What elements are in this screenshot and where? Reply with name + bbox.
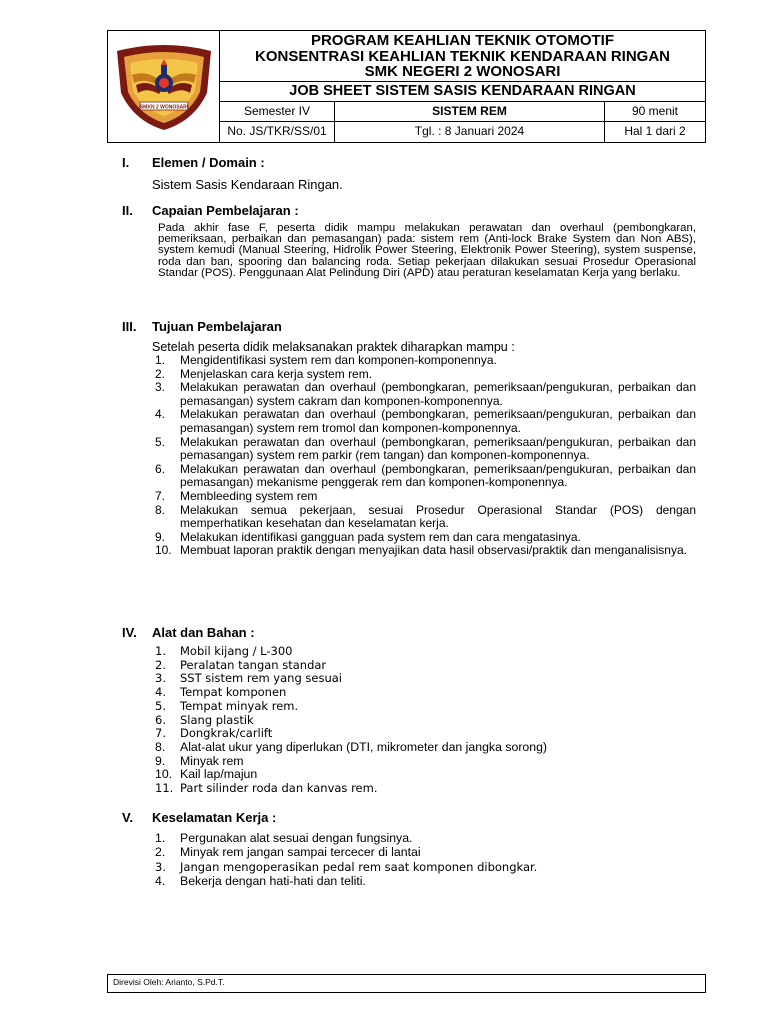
list-item-text: Tempat komponen [180,685,287,700]
list-item-text: Mengidentifikasi system rem dan komponen-komponennya. [180,353,497,367]
list-item-text: Kail lap/majun [180,767,258,782]
list-item: 6. Slang plastik [155,712,254,727]
list-item-text: Menjelaskan cara kerja system rem. [180,366,373,381]
job-sheet-title: JOB SHEET SISTEM SASIS KENDARAAN RINGAN [220,81,705,102]
list-item-text: Minyak rem [180,753,244,768]
list-item-text: Melakukan identifikasi gangguan pada system rem dan cara mengatasinya. [180,529,581,544]
duration-cell: 90 menit [631,104,679,118]
header-row-docno [220,122,705,142]
list-item: 7. Dongkrak/carlift [155,726,273,741]
list-item-text: Pergunakan alat sesuai dengan fungsinya. [180,831,413,845]
list-item: 1. Mengidentifikasi system rem dan komponen-komponennya. [155,353,497,367]
page-number-cell: Hal 1 dari 2 [624,124,686,138]
section-number: III. [122,319,137,334]
header-title [220,31,705,81]
objectives-list [155,354,696,558]
list-item-text: Minyak rem jangan sampai tercecer di lantai [180,845,421,860]
list-item: 11. Part silinder roda dan kanvas rem. [155,781,378,796]
list-item-text: Melakukan perawatan dan overhaul (pembongkaran, pemeriksaan/pengukuran, perbaikan dan pemasangan) system cakram dan komponen-komponennya. [180,380,696,408]
doc-number-cell: No. JS/TKR/SS/01 [220,122,335,142]
section-title: Alat dan Bahan : [152,625,255,640]
list-item: 8. Melakukan semua pekerjaan, sesuai Prosedur Operasional Standar (POS) dengan memperhatikan kesehatan dan keselamatan kerja. [155,502,696,531]
header-row-semester [220,102,705,122]
list-item: 10. Kail lap/majun [155,767,258,782]
tools-materials-list [155,645,696,796]
school-logo-icon [114,43,214,131]
list-item: 4. Bekerja dengan hati-hati dan teliti. [155,873,366,888]
list-item: 3. Melakukan perawatan dan overhaul (pembongkaran, pemeriksaan/pengukuran, perbaikan dan pemasangan) system cakram dan komponen-komponennya. [155,380,696,408]
learning-outcome-paragraph: Pada akhir fase F, peserta didik mampu melakukan perawatan dan overhaul (pembongkaran, pemeriksaan, perbaikan dan pemasangan) pada: sistem rem (Anti-lock Brake System dan Non ABS), system kemudi (Manual Steering, Hidrolik Power Steering, Elektronik Power Steering), system suspense, roda dan ban, spooring dan balancing roda. Setiap pekerjaan dilakukan sesuai Prosedur Operasional Standar (POS). Penggunaan Alat Pelindung Diri (APD) atau peraturan keselamatan Kerja yang berlaku. [158,222,696,279]
list-item: 8. Alat-alat ukur yang diperlukan (DTI, mikrometer dan jangka sorong) [155,739,548,754]
list-item-text: Slang plastik [180,712,254,727]
objectives-intro: Setelah peserta didik melaksanakan praktek diharapkan mampu : [152,340,515,354]
list-item-text: Melakukan semua pekerjaan, sesuai Prosedur Operasional Standar (POS) dengan memperhatikan kesehatan dan keselamatan kerja. [180,502,696,531]
list-item: 7. Membleeding system rem [155,488,318,503]
list-item-text: Melakukan perawatan dan overhaul (pembongkaran, pemeriksaan/pengukuran, perbaikan dan pemasangan) mekanisme penggerak rem dan komponen-komponennya. [180,461,696,490]
section-title: Capaian Pembelajaran : [152,203,299,218]
document-header [107,30,706,143]
list-item: 1. Mobil kijang / L-300 [155,644,293,658]
section-number: V. [122,810,134,825]
list-item: 1. Pergunakan alat sesuai dengan fungsinya. [155,831,413,845]
work-safety-list [155,831,696,888]
list-item: 3. SST sistem rem yang sesuai [155,671,342,686]
list-item: 2. Menjelaskan cara kerja system rem. [155,366,373,381]
list-item-text: Part silinder roda dan kanvas rem. [180,781,378,796]
logo-text: SMKN 2 WONOSARI [139,104,189,111]
list-item-text: Membuat laporan praktik dengan menyajikan data hasil observasi/praktik dan menganalisisnya. [180,543,687,558]
list-item-text: Peralatan tangan standar [180,657,327,672]
list-item: 2. Minyak rem jangan sampai tercecer di lantai [155,845,421,860]
section-title: Keselamatan Kerja : [152,810,277,825]
list-item: 6. Melakukan perawatan dan overhaul (pembongkaran, pemeriksaan/pengukuran, perbaikan dan pemasangan) mekanisme penggerak rem dan komponen-komponennya. [155,461,696,490]
list-item-text: Jangan mengoperasikan pedal rem saat komponen dibongkar. [180,859,538,874]
list-item-text: Melakukan perawatan dan overhaul (pembongkaran, pemeriksaan/pengukuran, perbaikan dan pemasangan) system rem tromol dan komponen-komponennya. [180,407,696,435]
list-item-text: Mobil kijang / L-300 [180,644,293,658]
list-item-text: Membleeding system rem [180,488,318,503]
list-item-text: Alat-alat ukur yang diperlukan (DTI, mikrometer dan jangka sorong) [180,739,548,754]
list-item: 10. Membuat laporan praktik dengan menyajikan data hasil observasi/praktik dan menganalisisnya. [155,543,687,558]
list-item: 9. Minyak rem [155,753,244,768]
list-item: 4. Tempat komponen [155,685,287,700]
section-title: Tujuan Pembelajaran [152,319,282,334]
list-item: 3. Jangan mengoperasikan pedal rem saat komponen dibongkar. [155,859,538,874]
date-cell: Tgl. : 8 Januari 2024 [335,122,605,142]
revised-by-text: Direvisi Oleh: Arianto, S.Pd.T. [113,977,225,987]
list-item-text: Tempat minyak rem. [180,698,299,713]
list-item-text: Bekerja dengan hati-hati dan teliti. [180,873,366,888]
subject-cell: SISTEM REM [335,102,605,121]
list-item: 5. Melakukan perawatan dan overhaul (pembongkaran, pemeriksaan/pengukuran, perbaikan dan pemasangan) system rem parkir (rem tangan) dan komponen-komponennya. [155,434,696,463]
section-number: I. [122,155,130,170]
program-title: PROGRAM KEAHLIAN TEKNIK OTOMOTIF [310,32,615,49]
school-logo-cell [108,31,220,142]
school-name: SMK NEGERI 2 WONOSARI [364,63,561,80]
list-item-text: Dongkrak/carlift [180,726,273,741]
section-title: Elemen / Domain : [152,155,265,170]
list-item: 2. Peralatan tangan standar [155,657,327,672]
revision-footer [107,974,706,993]
section-number: II. [122,203,133,218]
list-item: 9. Melakukan identifikasi gangguan pada system rem dan cara mengatasinya. [155,529,581,544]
list-item-text: Melakukan perawatan dan overhaul (pembongkaran, pemeriksaan/pengukuran, perbaikan dan pemasangan) system rem parkir (rem tangan) dan komponen-komponennya. [180,434,696,463]
semester-cell: Semester IV [220,102,335,121]
domain-text: Sistem Sasis Kendaraan Ringan. [152,177,343,192]
section-number: IV. [122,625,137,640]
list-item: 4. Melakukan perawatan dan overhaul (pembongkaran, pemeriksaan/pengukuran, perbaikan dan pemasangan) system rem tromol dan komponen-komponennya. [155,407,696,435]
list-item-text: SST sistem rem yang sesuai [180,671,342,686]
concentration-title: KONSENTRASI KEAHLIAN TEKNIK KENDARAAN RINGAN [254,47,670,65]
list-item: 5. Tempat minyak rem. [155,698,299,713]
